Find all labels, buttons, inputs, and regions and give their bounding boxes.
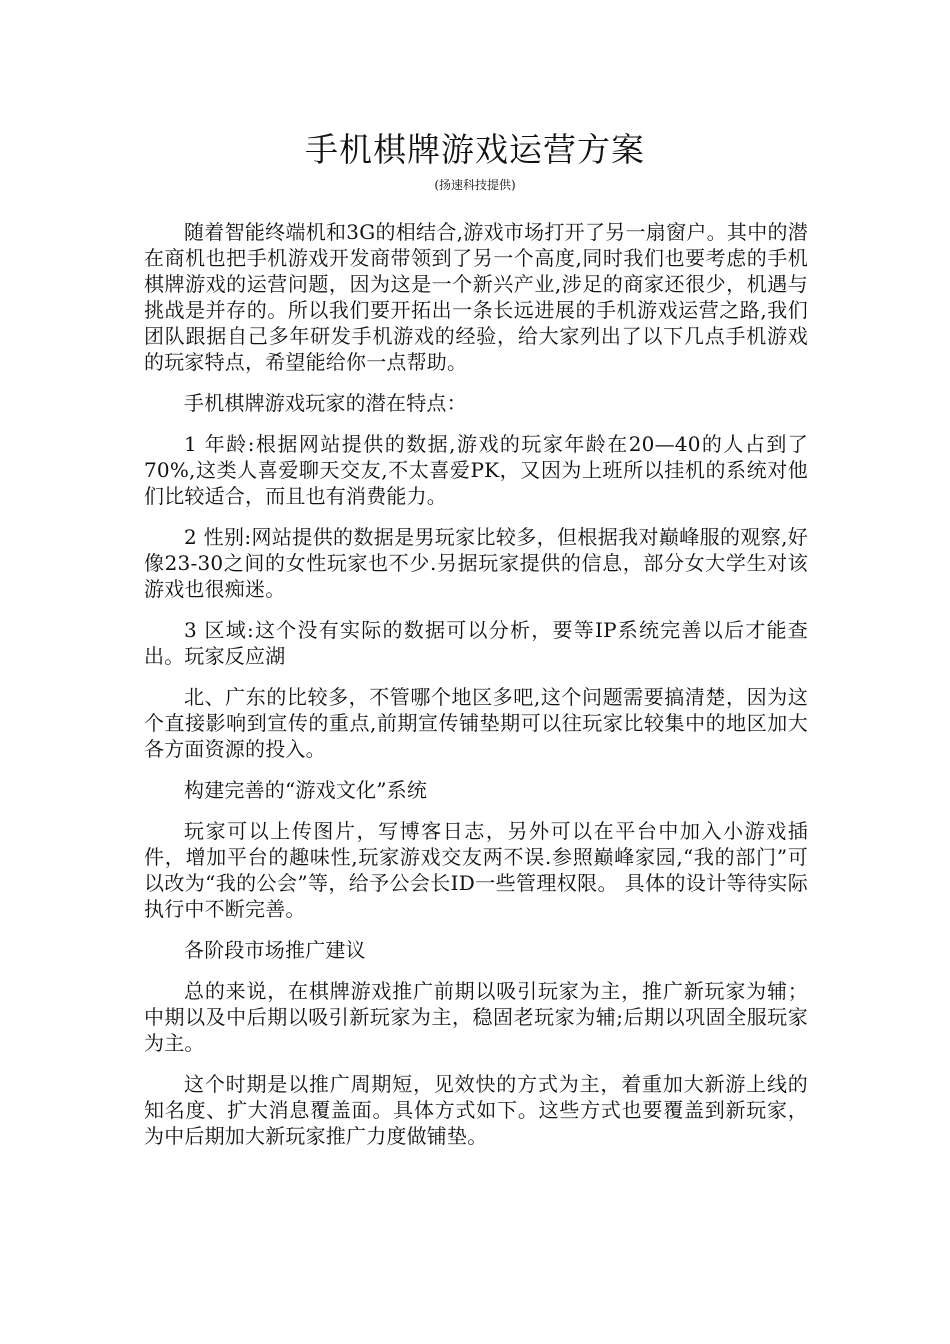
section-heading-player-traits: 手机棋牌游戏玩家的潜在特点：: [184, 391, 467, 415]
paragraph-game-culture: 玩家可以上传图片，写博客日志，另外可以在平台中加入小游戏插件，增加平台的趣味性,玩家游戏交友两不误.参照巅峰家园,“我的部门”可以改为“我的公会”等，给予公会长ID一些管理权限。 具体的设计等待实际执行中不断完善。: [144, 819, 808, 921]
section-heading-game-culture: 构建完善的“游戏文化”系统: [184, 778, 428, 802]
document-subtitle: (扬速科技提供): [434, 178, 516, 192]
document-title: 手机棋牌游戏运营方案: [305, 130, 645, 169]
paragraph-region-continued: 北、广东的比较多，不管哪个地区多吧,这个问题需要搞清楚，因为这个直接影响到宣传的重点,前期宣传铺垫期可以往玩家比较集中的地区加大各方面资源的投入。: [144, 685, 808, 761]
document-body: [144, 219, 808, 1164]
paragraph-intro: 随着智能终端机和3G的相结合,游戏市场打开了另一扇窗户。其中的潜在商机也把手机游戏开发商带领到了另一个高度,同时我们也要考虑的手机棋牌游戏的运营问题，因为这是一个新兴产业,涉足的商家还很少，机遇与挑战是并存的。所以我们要开拓出一条长远进展的手机游戏运营之路,我们团队跟据自己多年研发手机游戏的经验，给大家列出了以下几点手机游戏的玩家特点，希望能给你一点帮助。: [144, 220, 808, 374]
paragraph-marketing-overview: 总的来说，在棋牌游戏推广前期以吸引玩家为主，推广新玩家为辅；中期以及中后期以吸引新玩家为主，稳固老玩家为辅;后期以巩固全服玩家为主。: [144, 979, 808, 1055]
paragraph-region: 3 区域:这个没有实际的数据可以分析，要等IP系统完善以后才能查出。玩家反应湖: [144, 618, 808, 668]
paragraph-early-phase: 这个时期是以推广周期短，见效快的方式为主，着重加大新游上线的知名度、扩大消息覆盖面。具体方式如下。这些方式也要覆盖到新玩家，为中后期加大新玩家推广力度做铺垫。: [144, 1072, 808, 1148]
section-heading-marketing: 各阶段市场推广建议: [184, 938, 366, 962]
paragraph-age: 1 年龄:根据网站提供的数据,游戏的玩家年龄在20—40的人占到了70%,这类人喜爱聊天交友,不太喜爱PK，又因为上班所以挂机的系统对他们比较适合，而且也有消费能力。: [144, 432, 808, 508]
paragraph-gender: 2 性别:网站提供的数据是男玩家比较多，但根据我对巅峰服的观察,好像23-30之间的女性玩家也不少.另据玩家提供的信息，部分女大学生对该游戏也很痴迷。: [144, 525, 808, 601]
